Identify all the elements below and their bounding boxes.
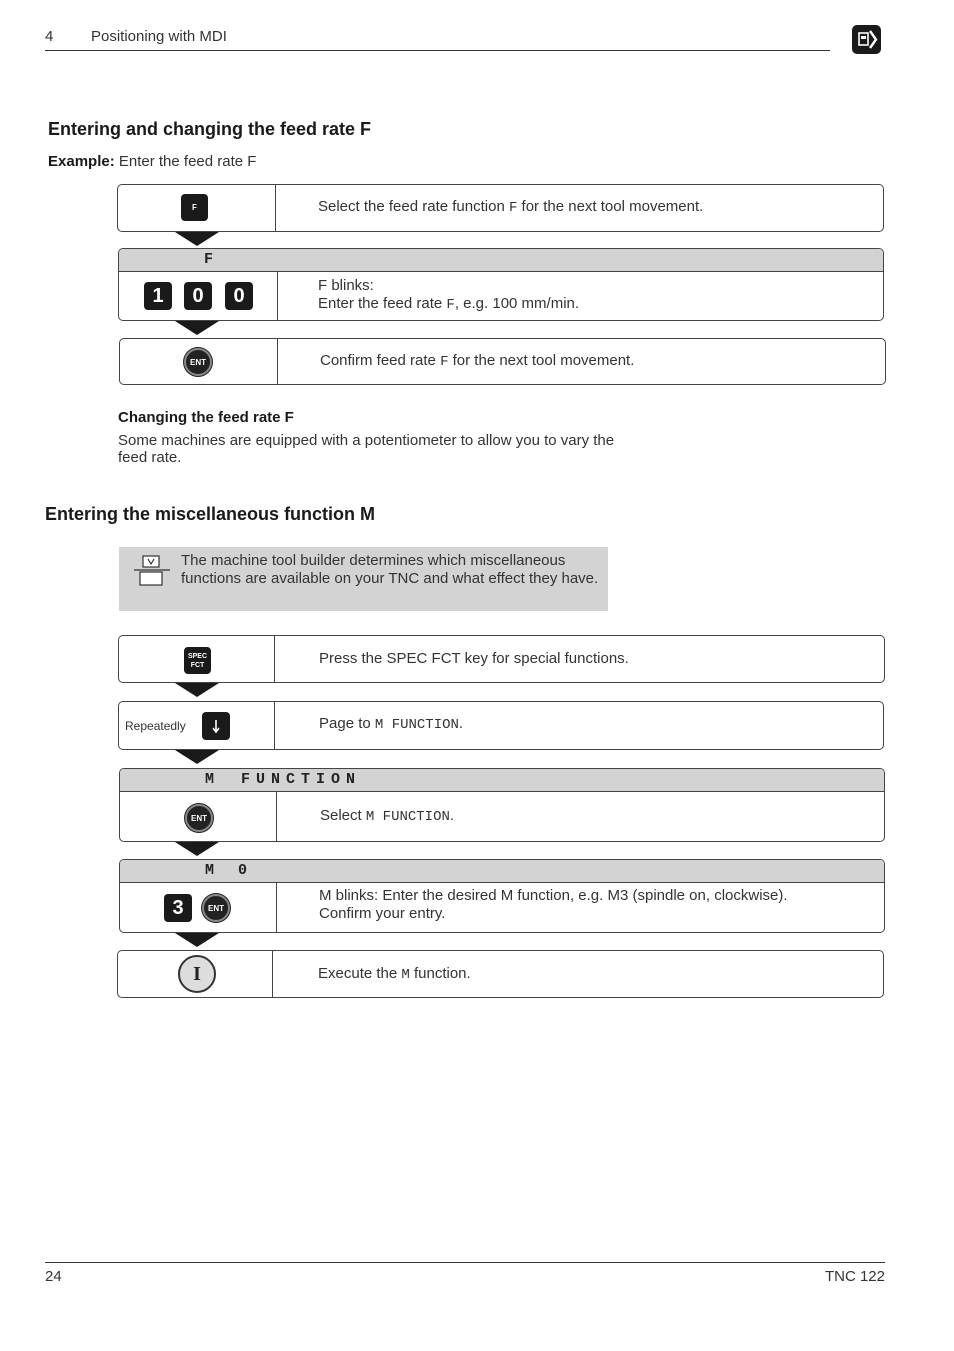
feed-step-confirm xyxy=(119,338,886,385)
flow-arrow xyxy=(175,750,219,764)
header-rule xyxy=(45,50,830,51)
flow-arrow xyxy=(175,842,219,856)
flow-arrow xyxy=(175,232,219,246)
feed-step-select xyxy=(117,184,884,232)
footer-rule xyxy=(45,1262,885,1263)
ent-key[interactable]: ENT xyxy=(185,804,213,832)
machine-note-icon xyxy=(133,555,171,592)
machine-builder-note xyxy=(119,547,608,611)
feed-step-confirm-text: Confirm feed rate F for the next tool movement. xyxy=(320,352,635,370)
misc-step-select xyxy=(119,768,885,842)
misc-step-select-text: Select M FUNCTION. xyxy=(320,807,455,825)
misc-step-page-text: Page to M FUNCTION. xyxy=(319,715,464,733)
ent-key[interactable]: ENT xyxy=(202,894,230,922)
section-title-misc-function: Entering the miscellaneous function M xyxy=(45,504,376,524)
misc-step-execute xyxy=(117,950,884,998)
feed-step-enter xyxy=(118,248,884,321)
example-line xyxy=(48,153,256,170)
ent-key[interactable]: ENT xyxy=(184,348,212,376)
flow-arrow xyxy=(175,321,219,335)
feed-step-enter-text: F blinks: Enter the feed rate F, e.g. 100 mm/min. xyxy=(318,277,580,313)
spec-fct-key[interactable]: SPEC FCT xyxy=(184,647,211,674)
flow-arrow xyxy=(175,683,219,697)
digit-1-key[interactable]: 1 xyxy=(144,282,172,310)
misc-step-execute-text: Execute the M function. xyxy=(318,965,471,983)
digit-3-key[interactable]: 3 xyxy=(164,894,192,922)
changing-feed-text: Some machines are equipped with a potentiometer to allow you to vary the feed rate. xyxy=(118,432,615,466)
digit-0-key[interactable]: 0 xyxy=(184,282,212,310)
chapter-title: Positioning with MDI xyxy=(91,28,227,45)
repeatedly-label: Repeatedly xyxy=(125,719,186,733)
display-text: M 0 xyxy=(205,862,250,879)
arrow-down-key[interactable] xyxy=(202,712,230,740)
misc-step-page xyxy=(118,701,884,750)
flow-arrow xyxy=(175,933,219,947)
f-key[interactable]: F xyxy=(181,194,208,221)
screen-display-bar xyxy=(120,860,884,883)
machine-builder-note-text: The machine tool builder determines which miscellaneous functions are available on your TNC and what effect they have. xyxy=(181,552,599,587)
example-text: Enter the feed rate F xyxy=(118,153,257,170)
misc-step-spec-fct-text: Press the SPEC FCT key for special functions. xyxy=(319,650,629,667)
chapter-number: 4 xyxy=(45,28,54,45)
feed-step-select-text: Select the feed rate function F for the next tool movement. xyxy=(318,198,704,216)
page-number: 24 xyxy=(45,1268,62,1285)
mdi-mode-icon xyxy=(852,25,881,54)
changing-feed-title: Changing the feed rate F xyxy=(118,409,294,426)
display-text: F xyxy=(204,251,220,268)
example-label: Example: xyxy=(48,153,115,170)
digit-0-key[interactable]: 0 xyxy=(225,282,253,310)
screen-display-bar xyxy=(120,769,884,792)
misc-step-enter-text: M blinks: Enter the desired M function, e.g. M3 (spindle on, clockwise). Confirm your entry. xyxy=(319,887,788,922)
misc-step-enter xyxy=(119,859,885,933)
display-text: M FUNCTION xyxy=(205,771,362,788)
model-name: TNC 122 xyxy=(824,1268,885,1285)
nc-start-key[interactable]: I xyxy=(178,955,216,993)
section-title-feed-rate: Entering and changing the feed rate F xyxy=(48,119,372,139)
misc-step-spec-fct xyxy=(118,635,885,683)
screen-display-bar xyxy=(119,249,883,272)
